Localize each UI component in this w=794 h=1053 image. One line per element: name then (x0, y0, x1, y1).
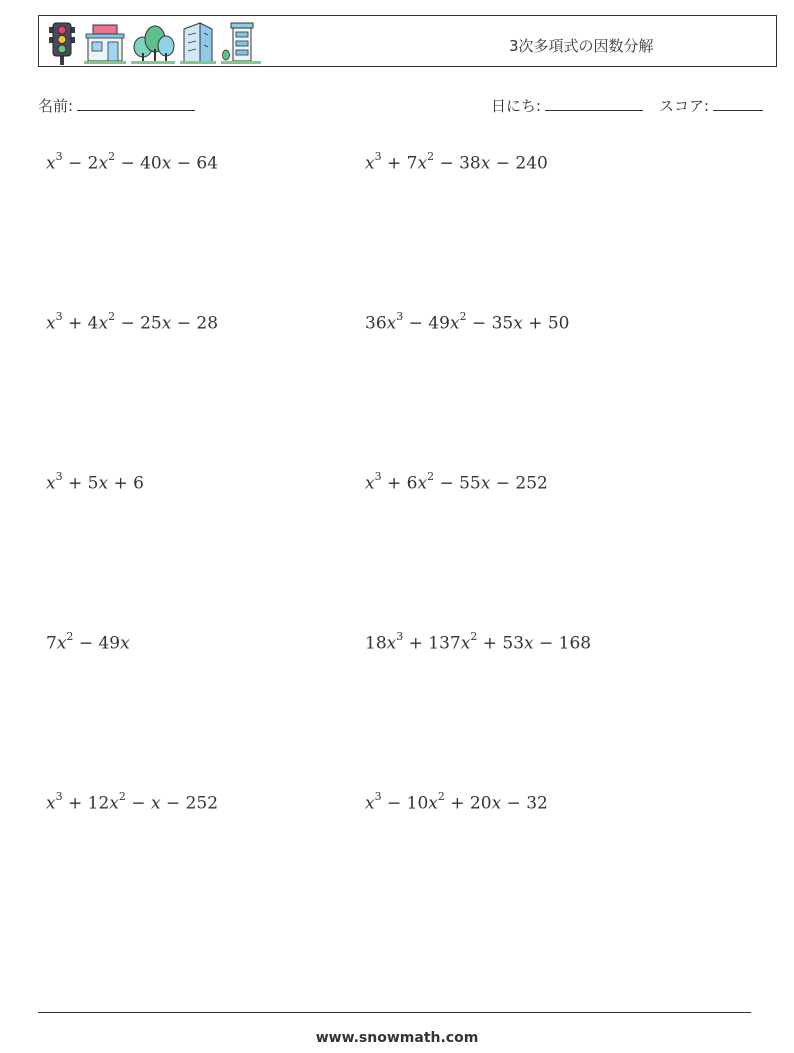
variable: x (98, 313, 109, 334)
exponent: 2 (437, 790, 445, 803)
term-text: + 12 (62, 793, 110, 814)
variable: x (386, 313, 397, 334)
variable: x (480, 473, 491, 494)
variable: x (491, 793, 502, 814)
term-text: + 137 (403, 633, 461, 654)
problem-1 (46, 152, 218, 174)
exponent: 3 (55, 790, 63, 803)
score-field (659, 95, 763, 116)
problem-8 (365, 632, 591, 654)
exponent: 2 (470, 630, 478, 643)
term-text: − 168 (533, 633, 592, 654)
exponent: 3 (55, 470, 63, 483)
term-text: − 2 (62, 153, 99, 174)
office-tower-icon (221, 21, 261, 65)
exponent: 3 (55, 150, 63, 163)
exponent: 3 (374, 150, 382, 163)
footer-rule (38, 1012, 751, 1013)
exponent: 2 (459, 310, 467, 323)
variable: x (46, 793, 56, 814)
exponent: 3 (55, 310, 63, 323)
term-text: − 240 (490, 153, 548, 174)
worksheet-title: 3次多項式の因数分解 (509, 37, 654, 55)
term-text: − (125, 793, 151, 814)
term-text: 36 (365, 313, 387, 334)
term-text: − 40 (115, 153, 162, 174)
term-text: − 10 (381, 793, 429, 814)
traffic-light-icon (45, 21, 79, 65)
problem-7 (46, 632, 130, 654)
variable: x (513, 313, 523, 334)
exponent: 2 (427, 470, 435, 483)
exponent: 3 (396, 310, 404, 323)
term-text: + 7 (381, 153, 418, 174)
term-text: − 28 (171, 313, 219, 334)
exponent: 2 (118, 790, 126, 803)
name-field (38, 95, 195, 116)
variable: x (46, 153, 56, 174)
variable: x (386, 633, 397, 654)
exponent: 2 (108, 310, 116, 323)
variable: x (161, 313, 172, 334)
glass-building-icon (180, 21, 216, 65)
problem-10 (365, 792, 548, 814)
term-text: + 6 (381, 473, 418, 494)
trees-icon (131, 21, 175, 65)
term-text: − 55 (434, 473, 481, 494)
variable: x (46, 313, 56, 334)
term-text: + 53 (477, 633, 525, 654)
term-text: − 64 (171, 153, 219, 174)
variable: x (428, 793, 438, 814)
term-text: − 49 (73, 633, 121, 654)
problem-9 (46, 792, 218, 814)
term-text: − 32 (501, 793, 548, 814)
name-blank-line[interactable] (77, 95, 195, 111)
problem-5 (46, 472, 144, 494)
score-label: スコア: (659, 97, 710, 115)
exponent: 2 (427, 150, 435, 163)
term-text: − 252 (160, 793, 219, 814)
term-text: 18 (365, 633, 387, 654)
term-text: + 5 (62, 473, 99, 494)
exponent: 3 (374, 790, 382, 803)
problem-3 (46, 312, 218, 334)
term-text: 7 (46, 633, 57, 654)
date-label: 日にち: (491, 97, 542, 115)
variable: x (524, 633, 534, 654)
term-text: − 252 (490, 473, 548, 494)
variable: x (417, 153, 428, 174)
exponent: 2 (66, 630, 74, 643)
variable: x (365, 153, 375, 174)
header-icons (45, 19, 261, 65)
variable: x (161, 153, 172, 174)
problem-6 (365, 472, 548, 494)
variable: x (480, 153, 491, 174)
exponent: 2 (108, 150, 116, 163)
variable: x (120, 633, 130, 654)
problem-2 (365, 152, 548, 174)
header-box (38, 15, 777, 67)
variable: x (56, 633, 67, 654)
variable: x (365, 473, 375, 494)
variable: x (460, 633, 471, 654)
term-text: + 6 (108, 473, 144, 494)
variable: x (449, 313, 460, 334)
term-text: + 20 (444, 793, 492, 814)
problem-4 (365, 312, 569, 334)
footer-url[interactable]: www.snowmath.com (315, 1030, 479, 1046)
term-text: − 25 (115, 313, 162, 334)
term-text: − 38 (434, 153, 481, 174)
date-field (491, 95, 643, 116)
variable: x (150, 793, 161, 814)
variable: x (417, 473, 428, 494)
variable: x (109, 793, 119, 814)
score-blank-line[interactable] (713, 95, 763, 111)
name-label: 名前: (38, 97, 74, 115)
variable: x (98, 153, 109, 174)
exponent: 3 (396, 630, 404, 643)
variable: x (365, 793, 375, 814)
term-text: + 4 (62, 313, 99, 334)
term-text: + 50 (522, 313, 570, 334)
shop-icon (84, 21, 126, 65)
term-text: − 49 (403, 313, 450, 334)
exponent: 3 (374, 470, 382, 483)
variable: x (46, 473, 56, 494)
variable: x (98, 473, 109, 494)
term-text: − 35 (466, 313, 514, 334)
date-blank-line[interactable] (545, 95, 643, 111)
